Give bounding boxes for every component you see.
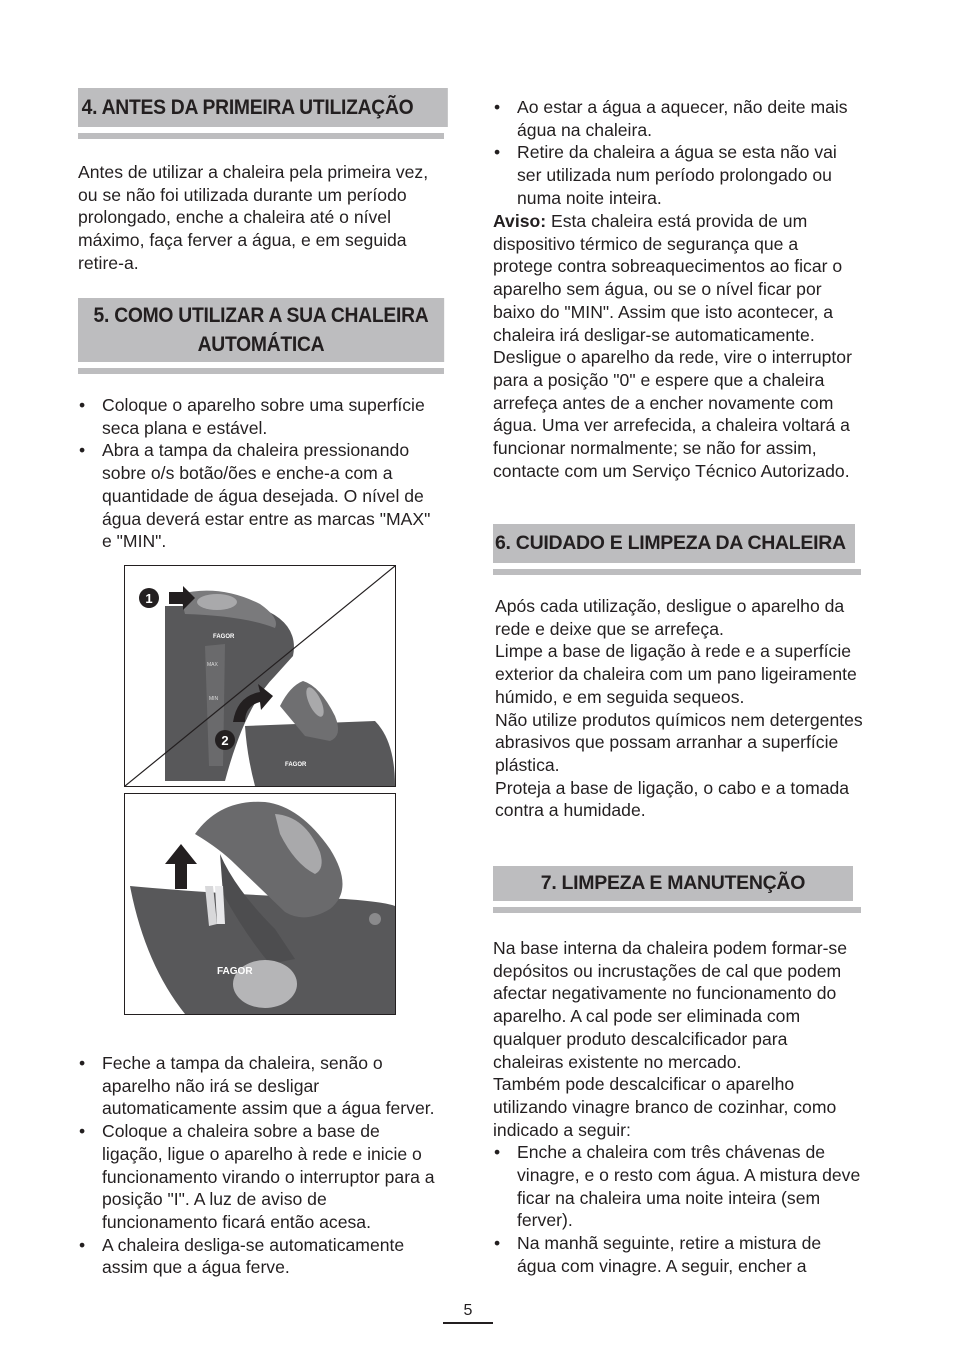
section-5 <box>78 298 444 374</box>
list-item: • Coloque o aparelho sobre uma superfície seca plana e estável. <box>78 394 444 439</box>
section-5-rule <box>78 368 444 374</box>
fig1-max-mark: MAX <box>207 662 218 668</box>
warning-paragraph <box>493 210 861 482</box>
list-item: • Retire da chaleira a água se esta não vai ser utilizada num período prolongado ou numa noite inteira. <box>493 141 861 209</box>
section-4-body: Antes de utilizar a chaleira pela primeira vez, ou se não foi utilizada durante um período prolongado, enche a chaleira até o nível máximo, faça ferver a água, e em seguida retire-a. <box>78 162 429 273</box>
up-arrow-icon <box>165 844 197 889</box>
list-item: • A chaleira desliga-se automaticamente assim que a água ferve. <box>78 1234 444 1279</box>
section-6 <box>493 524 861 575</box>
fig1-brand-top: FAGOR <box>213 634 235 640</box>
section-4-title: 4. ANTES DA PRIMEIRA UTILIZAÇÃO <box>78 88 448 127</box>
list-item: • Enche a chaleira com três chávenas de vinagre, e o resto com água. A mistura deve ficar na chaleira uma noite inteira (sem ferver). <box>493 1141 861 1232</box>
section-5-list-1 <box>78 394 444 553</box>
section-5-title-line1: 5. COMO UTILIZAR A SUA CHALEIRA <box>93 304 429 327</box>
kettle-illustrations <box>124 565 396 1015</box>
warning-text: Esta chaleira está provida de um dispositivo térmico de segurança que a protege contra sobreaquecimentos ao ficar o aparelho sem água, ou se o nível ficar por baixo do "MIN". Assim que isto acontecer, a chaleira irá desligar-se automaticamente. Desligue o aparelho da rede, vire o interruptor para a posição "0" e espere que a chaleira arrefeça antes de a encher novamente com água. Uma ver arrefecida, a chaleira voltará a funcionar normalmente; se não for assim, contacte com um Serviço Técnico Autorizado. <box>493 211 852 481</box>
section-4 <box>78 88 444 139</box>
kettle-lid-detail-figure <box>124 793 396 1015</box>
fig1-min-mark: MIN <box>209 696 219 702</box>
page-number-rule <box>443 1322 493 1324</box>
section-7 <box>493 866 861 913</box>
section-4-rule <box>78 133 444 139</box>
section-6-title: 6. CUIDADO E LIMPEZA DA CHALEIRA <box>493 524 855 563</box>
list-item: • Coloque a chaleira sobre a base de ligação, ligue o aparelho à rede e inicie o funcionamento virando o interruptor para a posição "I". A luz de aviso de funcionamento ficará então acesa. <box>78 1120 444 1234</box>
page-number: 5 <box>463 1302 473 1319</box>
section-5-list-2 <box>78 1052 444 1279</box>
section-6-paragraph: Após cada utilização, desligue o aparelho da rede e deixe que se arrefeça. <box>495 596 845 639</box>
kettle-lid-detail-drawing <box>125 794 395 1014</box>
section-6-paragraph: Não utilize produtos químicos nem detergentes abrasivos que possam arranhar a superfície plástica. <box>495 709 863 775</box>
list-item: • Ao estar a água a aquecer, não deite mais água na chaleira. <box>493 96 861 141</box>
kettle-open-lid-drawing <box>125 566 395 786</box>
section-5-title-line2: AUTOMÁTICA <box>197 333 325 356</box>
section-6-rule <box>493 569 861 575</box>
warning-label: Aviso: <box>493 211 547 231</box>
usage-list-continued <box>493 96 861 210</box>
fig1-brand-bottom: FAGOR <box>285 762 307 768</box>
kettle-open-lid-figure <box>124 565 396 787</box>
section-7-paragraph: Na base interna da chaleira podem formar-se depósitos ou incrustações de cal que podem afectar negativamente no funcionamento do aparelho. A cal pode ser eliminada com qualquer produto descalcificador para chaleiras existente no mercado. <box>493 938 848 1072</box>
list-item: • Na manhã seguinte, retire a mistura de água com vinagre. A seguir, encher a <box>493 1232 861 1277</box>
section-7-title: 7. LIMPEZA E MANUTENÇÃO <box>493 866 853 901</box>
section-7-body <box>493 937 861 1278</box>
section-7-rule <box>493 907 861 913</box>
list-item: • Abra a tampa da chaleira pressionando sobre o/s botão/ões e enche-a com a quantidade de água desejada. O nível de água deverá estar entre as marcas "MAX" e "MIN". <box>78 439 444 553</box>
fig2-brand: FAGOR <box>217 966 253 977</box>
section-7-paragraph: Também pode descalcificar o aparelho utilizando vinagre branco de cozinhar, como indicado a seguir: <box>493 1074 837 1140</box>
section-5-title <box>78 298 444 362</box>
section-7-list <box>493 1141 861 1277</box>
step-2-number: 2 <box>221 733 229 748</box>
list-item: • Feche a tampa da chaleira, senão o aparelho não irá se desligar automaticamente assim que a água ferver. <box>78 1052 444 1120</box>
section-6-paragraph: Proteja a base de ligação, o cabo e a tomada contra a humidade. <box>495 777 850 821</box>
step-1-number: 1 <box>145 591 153 606</box>
section-6-body <box>495 595 863 822</box>
section-6-paragraph: Limpe a base de ligação à rede e a superfície exterior da chaleira com um pano ligeiramente húmido, e em seguida sequeos. <box>495 641 857 707</box>
